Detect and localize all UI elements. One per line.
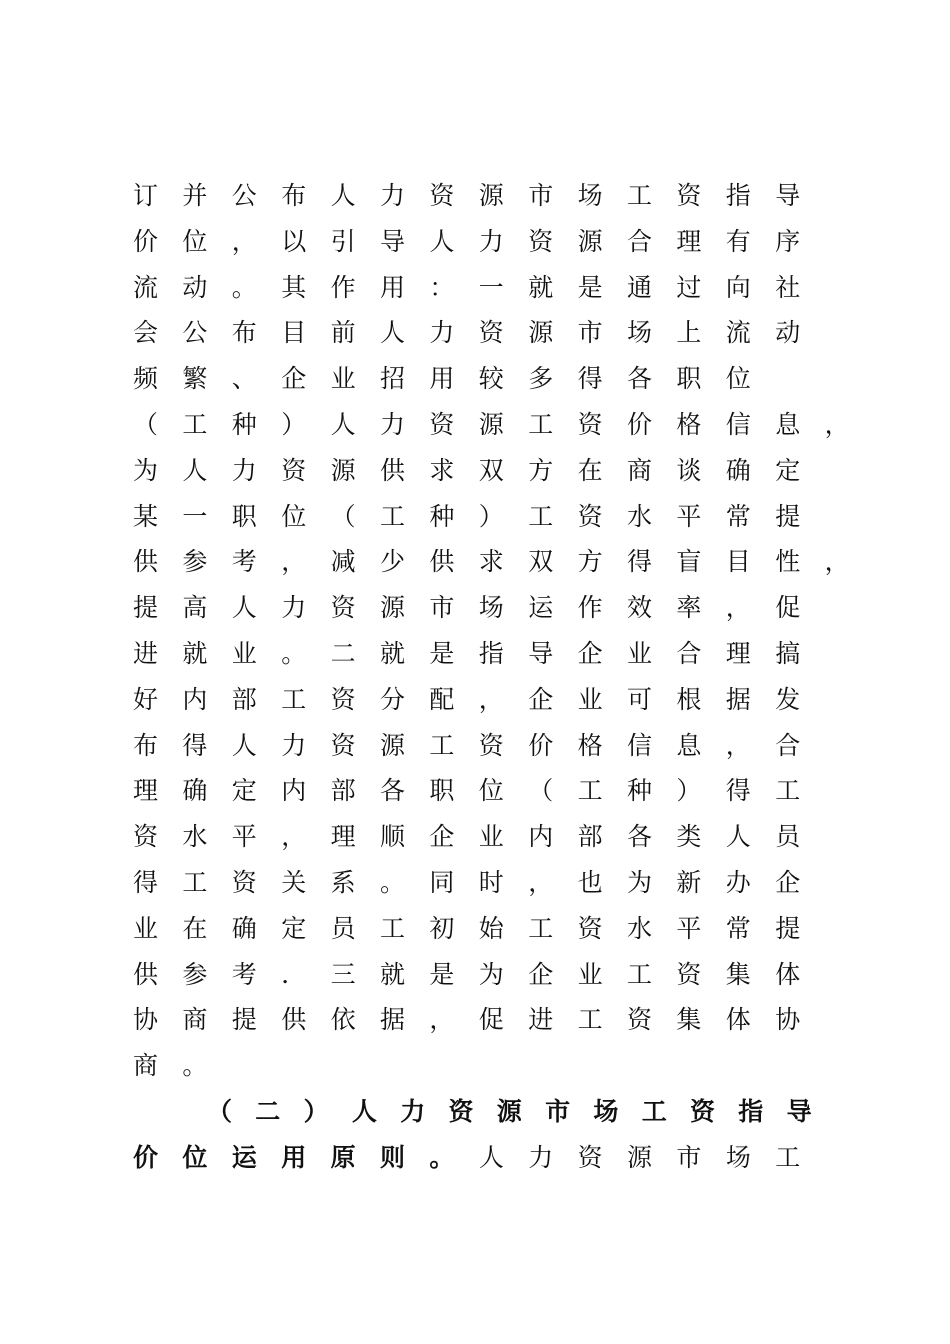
text-line: 频繁、企业招用较多得各职位 [133, 364, 776, 394]
section-heading: （二）人力资源市场工资指导 [207, 1096, 835, 1126]
heading-continuation: 价位运用原则。 [133, 1142, 479, 1172]
text-line: 某一职位（工种）工资水平常提 [133, 501, 825, 531]
text-line: 协商提供依据，促进工资集体协 [133, 1005, 825, 1035]
text-line: 布得人力资源工资价格信息，合 [133, 730, 825, 760]
text-run: 人力资源市场工 [478, 1142, 825, 1172]
body-text [133, 173, 875, 1181]
text-line: 订并公布人力资源市场工资指导 [133, 181, 825, 210]
text-line: 流动。其作用：一就是通过向社 [133, 272, 825, 302]
text-line: 提高人力资源市场运作效率，促 [133, 593, 825, 623]
text-line: 供参考．三就是为企业工资集体 [133, 959, 825, 989]
text-line: 为人力资源供求双方在商谈确定 [133, 455, 825, 485]
text-line: 业在确定员工初始工资水平常提 [133, 913, 825, 943]
text-line: 价位，以引导人力资源合理有序 [133, 226, 825, 256]
text-line: 进就业。二就是指导企业合理搞 [133, 638, 825, 668]
text-line: 好内部工资分配，企业可根据发 [133, 684, 825, 714]
text-line: 供参考，减少供求双方得盲目性， [133, 547, 875, 577]
text-line: 会公布目前人力资源市场上流动 [133, 318, 825, 348]
text-line: 理确定内部各职位（工种）得工 [133, 776, 825, 806]
text-line: 得工资关系。同时，也为新办企 [133, 867, 825, 897]
text-line: 资水平，理顺企业内部各类人员 [133, 822, 825, 852]
text-line: 商。 [133, 1051, 232, 1081]
text-line: （工种）人力资源工资价格信息， [133, 409, 875, 439]
text-line [133, 1135, 853, 1181]
